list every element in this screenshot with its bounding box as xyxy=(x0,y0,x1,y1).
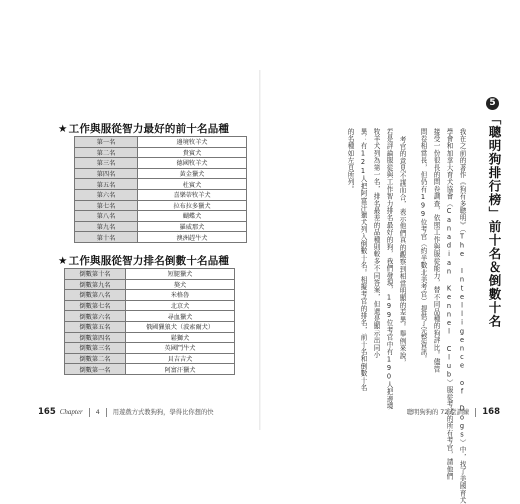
table-row xyxy=(65,364,235,375)
rank-cell: 倒數第四名 xyxy=(65,332,126,343)
table-row xyxy=(65,290,235,301)
body-column: 學會和加拿大育犬協會（Canadian Kennel Club）服從考試的所有考官，請他們 xyxy=(445,128,453,480)
breed-cell: 獒犬 xyxy=(126,279,235,290)
rank-cell: 第五名 xyxy=(75,179,138,190)
table-row xyxy=(75,158,247,169)
rank-cell: 第三名 xyxy=(75,158,138,169)
body-column: 接受一份很長的問卷調查，依照工作與服從能力，替不同品種的狗評比。儘管 xyxy=(432,128,440,373)
breed-cell: 澳洲趕牛犬 xyxy=(138,232,247,243)
rank-cell: 第十名 xyxy=(75,232,138,243)
star-icon: ★ xyxy=(58,255,68,267)
table-row xyxy=(75,211,247,222)
chapter-number: 4 xyxy=(95,409,100,416)
left-running-title: 用遊戲方式教狗狗，學得比你想的快 xyxy=(112,409,214,416)
table-row xyxy=(75,147,247,158)
table-row xyxy=(65,300,235,311)
star-icon: ★ xyxy=(58,123,68,135)
body-column: 問卷相當長，但仍有199位考官（約半數北美考官）提供了完整資訊。 xyxy=(419,128,427,363)
right-page-number: 168 xyxy=(482,407,500,417)
table-row xyxy=(75,232,247,243)
breed-cell: 黃金獵犬 xyxy=(138,168,247,179)
rank-cell: 第四名 xyxy=(75,168,138,179)
breed-cell: 短腿獵犬 xyxy=(126,269,235,280)
table-row xyxy=(75,179,247,190)
table-top-title: ★工作與服從智力最好的前十名品種 xyxy=(58,123,230,135)
breed-cell: 英國鬥牛犬 xyxy=(126,343,235,354)
breed-cell: 拉布拉多獵犬 xyxy=(138,200,247,211)
footer-divider xyxy=(89,408,90,417)
table-row xyxy=(65,279,235,290)
page-gutter xyxy=(259,70,261,430)
rank-cell: 倒數第五名 xyxy=(65,321,126,332)
table-row xyxy=(65,321,235,332)
breed-cell: 俄國獵狼犬（波索爾犬） xyxy=(126,321,235,332)
table-row xyxy=(65,353,235,364)
breed-cell: 蝴蝶犬 xyxy=(138,211,247,222)
chapter-label: Chapter xyxy=(59,408,83,416)
right-page-footer xyxy=(407,407,500,417)
rank-cell: 倒數第六名 xyxy=(65,311,126,322)
breed-cell: 德國牧羊犬 xyxy=(138,158,247,169)
footer-divider xyxy=(475,408,476,417)
rank-cell: 第六名 xyxy=(75,189,138,200)
table-row xyxy=(65,311,235,322)
breed-cell: 鬆獅犬 xyxy=(126,332,235,343)
breed-cell: 北京犬 xyxy=(126,300,235,311)
section-heading: 「聰明狗排行榜」前十名＆倒數十名 xyxy=(487,112,502,328)
body-column: 若是評論服從與工作智力排名最好的狗，我們發現，199位考官中有190人把邊境 xyxy=(385,128,393,410)
breed-cell: 邊境牧羊犬 xyxy=(138,137,247,148)
table-row xyxy=(65,269,235,280)
top-ten-table xyxy=(74,136,247,243)
breed-cell: 貝吉吉犬 xyxy=(126,353,235,364)
table-row xyxy=(75,200,247,211)
table-row xyxy=(65,332,235,343)
breed-cell: 羅威那犬 xyxy=(138,221,247,232)
table-row xyxy=(75,189,247,200)
breed-cell: 喜樂蒂牧羊犬 xyxy=(138,189,247,200)
rank-cell: 倒數第七名 xyxy=(65,300,126,311)
table-row xyxy=(75,137,247,148)
rank-cell: 倒數第九名 xyxy=(65,279,126,290)
breed-cell: 尋血獵犬 xyxy=(126,311,235,322)
table-row xyxy=(75,221,247,232)
rank-cell: 倒數第一名 xyxy=(65,364,126,375)
rank-cell: 第一名 xyxy=(75,137,138,148)
bottom-ten-table xyxy=(64,268,235,375)
table-row xyxy=(75,168,247,179)
section-number-icon: 5 xyxy=(486,97,499,110)
left-page-number: 165 xyxy=(38,407,56,417)
body-column: 考官的意見不謀而合，表示他們真的觀察到相當明顯的差異。舉例來說， xyxy=(398,136,406,367)
body-column: 牧羊犬列為第一名，排名最差的品種則較多不同答案，但還是顯示出同小 xyxy=(372,128,380,359)
rank-cell: 倒數第十名 xyxy=(65,269,126,280)
table-row xyxy=(65,343,235,354)
breed-cell: 杜賓犬 xyxy=(138,179,247,190)
body-column: 異：有121人把阿富汗獵犬列入倒數十名。相擬考官的排名，前十名和倒數十名 xyxy=(359,128,367,392)
body-column: 的名種如左頁所列。 xyxy=(346,128,354,193)
breed-cell: 阿富汗獵犬 xyxy=(126,364,235,375)
rank-cell: 倒數第八名 xyxy=(65,290,126,301)
rank-cell: 第七名 xyxy=(75,200,138,211)
rank-cell: 倒數第二名 xyxy=(65,353,126,364)
table-bottom-title: ★工作與服從智力排名倒數十名品種 xyxy=(58,255,230,267)
body-column: 我在之前的著作《狗有多聰明》（The Intelligence of Dogs）中，找了美國育犬 xyxy=(458,128,466,504)
right-running-title: 聰明狗狗的 72 堂訓練 xyxy=(406,409,470,416)
left-page-footer xyxy=(38,407,214,417)
rank-cell: 第八名 xyxy=(75,211,138,222)
breed-cell: 貴賓犬 xyxy=(138,147,247,158)
rank-cell: 倒數第三名 xyxy=(65,343,126,354)
rank-cell: 第九名 xyxy=(75,221,138,232)
breed-cell: 米格魯 xyxy=(126,290,235,301)
footer-divider xyxy=(106,408,107,417)
rank-cell: 第二名 xyxy=(75,147,138,158)
